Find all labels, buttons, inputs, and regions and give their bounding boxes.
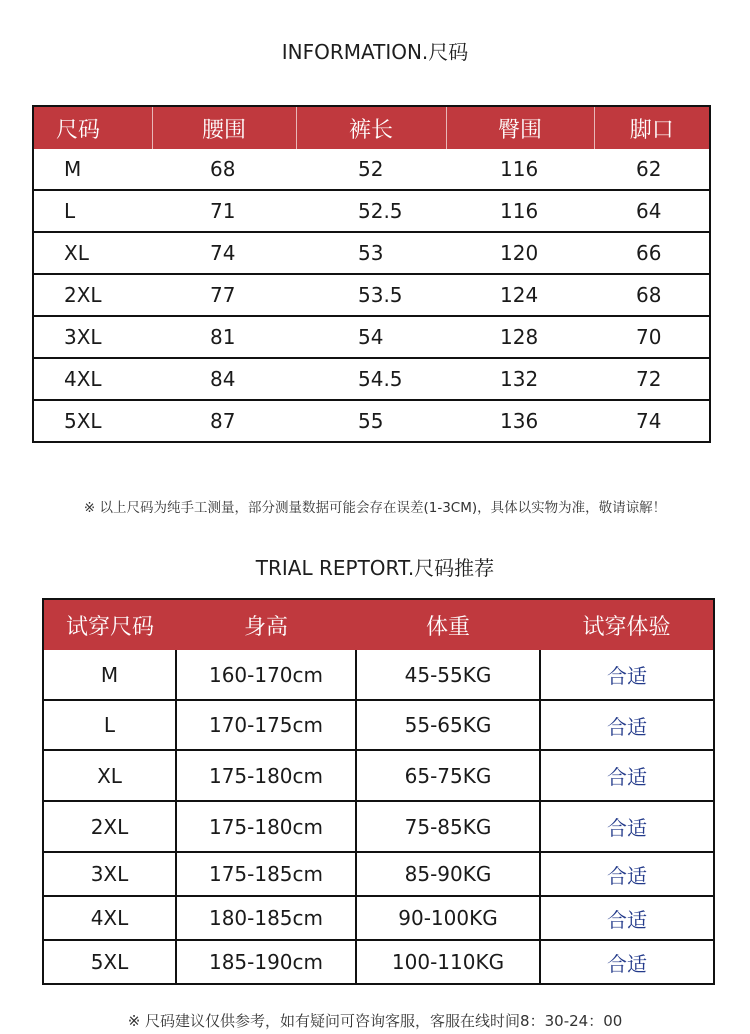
cell-weight: 100-110KG (356, 940, 540, 984)
cell-hem: 70 (594, 316, 710, 358)
cell-hem: 64 (594, 190, 710, 232)
cell-weight: 55-65KG (356, 700, 540, 750)
cell-hip: 132 (446, 358, 594, 400)
table-row (33, 316, 710, 358)
table-row (33, 400, 710, 442)
cell-length: 54.5 (296, 358, 446, 400)
cell-height: 175-180cm (176, 801, 356, 852)
measurement-note: ※ 以上尺码为纯手工测量，部分测量数据可能会存在误差(1-3CM)，具体以实物为准，敬请谅解！ (83, 500, 667, 516)
table-row (43, 801, 714, 852)
cell-hem: 74 (636, 409, 662, 433)
trial-section-title: TRIAL REPTORT.尺码推荐 (255, 556, 495, 580)
cell-length: 52.5 (296, 190, 446, 232)
cell-length: 52 (296, 149, 446, 190)
cell-fit: 合适 (540, 801, 714, 852)
cell-trial-size: 3XL (43, 852, 176, 896)
header-trial-size: 试穿尺码 (43, 599, 176, 650)
table-row (33, 358, 710, 400)
cell-trial-size: 4XL (43, 896, 176, 940)
table-row (33, 190, 710, 232)
cell-height: 160-170cm (176, 650, 356, 700)
header-fit-experience: 试穿体验 (540, 599, 714, 650)
cell-fit: 合适 (540, 650, 714, 700)
cell-weight: 45-55KG (356, 650, 540, 700)
cell-size: 2XL (33, 274, 152, 316)
cell-hem: 72 (594, 358, 710, 400)
header-size: 尺码 (33, 106, 152, 149)
cell-hem: 68 (594, 274, 710, 316)
cell-length: 53.5 (296, 274, 446, 316)
cell-height: 180-185cm (176, 896, 356, 940)
table-row (43, 896, 714, 940)
table-row (43, 852, 714, 896)
size-section-title: INFORMATION.尺码 (281, 40, 469, 64)
cell-waist: 74 (152, 232, 296, 274)
cell-size: XL (33, 232, 152, 274)
cell-hip: 136 (500, 409, 539, 433)
table-row (33, 274, 710, 316)
cell-fit: 合适 (540, 700, 714, 750)
header-height: 身高 (176, 599, 356, 650)
cell-weight: 90-100KG (356, 896, 540, 940)
cell-weight: 75-85KG (356, 801, 540, 852)
cell-waist: 84 (152, 358, 296, 400)
cell-size: 3XL (33, 316, 152, 358)
table-row (33, 149, 710, 190)
cell-fit: 合适 (540, 852, 714, 896)
header-weight: 体重 (356, 599, 540, 650)
size-table (32, 105, 711, 443)
cell-waist: 87 (210, 409, 236, 433)
cell-height: 175-185cm (176, 852, 356, 896)
cell-trial-size: L (43, 700, 176, 750)
cell-hem: 62 (594, 149, 710, 190)
cell-size: 4XL (33, 358, 152, 400)
cell-trial-size: M (43, 650, 176, 700)
header-hem: 脚口 (594, 106, 710, 149)
cell-hip: 120 (446, 232, 594, 274)
table-row (33, 232, 710, 274)
table-row (43, 750, 714, 801)
cell-waist: 81 (152, 316, 296, 358)
size-table-header-row (33, 106, 710, 149)
cell-weight: 85-90KG (356, 852, 540, 896)
cell-length: 55 (358, 409, 384, 433)
cell-height: 170-175cm (176, 700, 356, 750)
cell-hip: 124 (446, 274, 594, 316)
trial-table-header-row (43, 599, 714, 650)
cell-waist: 68 (152, 149, 296, 190)
cell-fit: 合适 (607, 951, 647, 976)
header-length: 裤长 (296, 106, 446, 149)
cell-hip: 116 (446, 149, 594, 190)
cell-size: 5XL (64, 409, 102, 433)
table-row (43, 700, 714, 750)
header-hip: 臀围 (446, 106, 594, 149)
trial-table (42, 598, 715, 985)
table-row (43, 650, 714, 700)
cell-length: 54 (296, 316, 446, 358)
cell-height: 185-190cm (176, 940, 356, 984)
cell-waist: 71 (152, 190, 296, 232)
cell-size: L (33, 190, 152, 232)
cell-length: 53 (296, 232, 446, 274)
header-waist: 腰围 (152, 106, 296, 149)
cell-fit: 合适 (540, 896, 714, 940)
cell-trial-size: XL (43, 750, 176, 801)
cell-hip: 116 (446, 190, 594, 232)
service-note: ※ 尺码建议仅供参考，如有疑问可咨询客服，客服在线时间8：30-24：00 (127, 1012, 623, 1030)
cell-waist: 77 (152, 274, 296, 316)
cell-size: M (33, 149, 152, 190)
table-row (43, 940, 714, 984)
cell-height: 175-180cm (176, 750, 356, 801)
cell-fit: 合适 (540, 750, 714, 801)
cell-hem: 66 (594, 232, 710, 274)
cell-weight: 65-75KG (356, 750, 540, 801)
cell-trial-size: 2XL (43, 801, 176, 852)
cell-trial-size: 5XL (43, 940, 176, 984)
cell-hip: 128 (446, 316, 594, 358)
